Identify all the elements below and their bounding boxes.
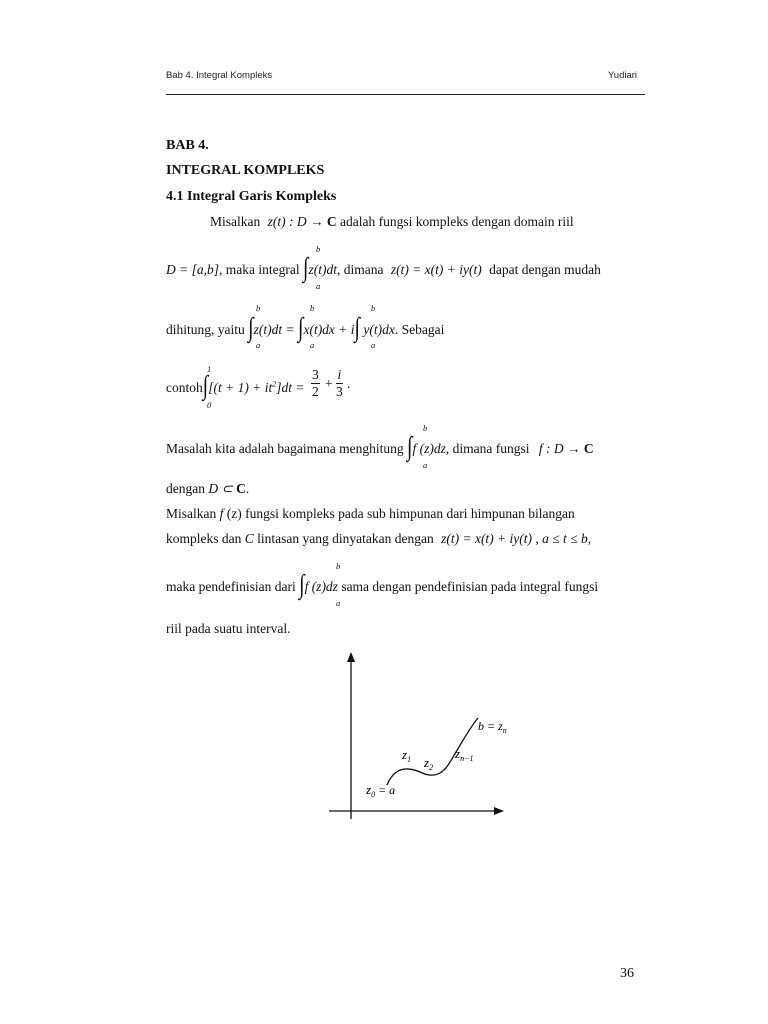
math-bold: C [236, 481, 246, 496]
label-z0: $z_0 = a$ [366, 782, 396, 799]
math: z(t) : D → [267, 214, 324, 229]
section-heading: 4.1 Integral Garis Kompleks [166, 189, 337, 204]
label-b-zn: $b = z_n$ [478, 719, 507, 735]
fraction-numerator: 3 [312, 367, 319, 382]
contour-path [387, 718, 478, 785]
text: adalah fungsi kompleks dengan domain riil [340, 214, 574, 229]
fraction-1 [311, 367, 320, 400]
text: dapat dengan mudah [489, 262, 601, 277]
math-bold: C [326, 214, 337, 229]
text: dengan [166, 481, 205, 496]
text: sama dengan pendefinisian pada integral fungsi [341, 579, 599, 594]
text: , maka integral [219, 262, 300, 277]
math: [(t + 1) + it [208, 380, 273, 395]
integral-upper-limit: b [316, 244, 321, 254]
math: f (z)dz [412, 441, 446, 456]
text: Misalkan [166, 506, 217, 521]
contour-figure [320, 648, 520, 823]
integral-lower-limit: 0 [207, 400, 212, 410]
integral-lower-limit: a [423, 460, 428, 470]
paragraph-line-1 [210, 214, 574, 230]
integral-lower-limit: a [310, 340, 315, 350]
integral-sign: ∫ [302, 253, 309, 283]
math: y(t)dx [363, 322, 395, 337]
plus-sign: + [325, 376, 333, 391]
integral-upper-limit: b [310, 303, 315, 313]
paragraph-line-4 [166, 371, 305, 401]
integral-sign: ∫ [202, 371, 209, 401]
integral-lower-limit: a [316, 281, 321, 291]
math: z(t)dt [308, 262, 337, 277]
chapter-heading: BAB 4. [166, 138, 209, 153]
integral-upper-limit: b [423, 423, 428, 433]
label-z2: $z_2$ [424, 755, 434, 772]
integral-sign: ∫ [407, 432, 413, 462]
label-zn-minus-1: $z_{n-1}$ [455, 746, 474, 763]
math: C [244, 531, 254, 546]
paragraph-line-7 [166, 506, 575, 522]
text: lintasan yang dinyatakan dengan [257, 531, 434, 546]
math: f (z)dz [304, 579, 338, 594]
text: dihitung, yaitu [166, 322, 245, 337]
integral-sign: ∫ [297, 313, 304, 343]
paragraph-line-2 [166, 253, 601, 283]
text: kompleks dan [166, 531, 242, 546]
paragraph-line-3 [166, 313, 445, 343]
text: , dimana fungsi [445, 441, 530, 456]
math: ]dt = [276, 380, 305, 395]
period: . [347, 376, 351, 391]
text: (z) fungsi kompleks pada sub himpunan dari himpunan bilangan [226, 506, 575, 521]
running-header-right: Yudiari [608, 70, 638, 81]
math-bold: C [583, 441, 594, 456]
superscript: 2 [272, 379, 277, 389]
math: f [219, 506, 224, 521]
text: , [587, 531, 592, 546]
fraction-numerator: i [337, 367, 342, 382]
integral-lower-limit: a [371, 340, 376, 350]
text: , dimana [336, 262, 384, 277]
math: z(t)dt = [253, 322, 298, 337]
text: . [245, 481, 250, 496]
integral-sign: ∫ [299, 570, 305, 600]
label-z1: $z_1$ [402, 747, 412, 764]
math: z(t) = x(t) + iy(t) , a ≤ t ≤ b [441, 531, 588, 546]
paragraph-line-8 [166, 531, 591, 547]
paragraph-line-6 [166, 481, 249, 497]
paragraph-line-10: riil pada suatu interval. [166, 621, 291, 636]
chapter-title: INTEGRAL KOMPLEKS [166, 163, 325, 178]
math: z(t) = x(t) + iy(t) [390, 262, 482, 277]
integral-lower-limit: a [256, 340, 261, 350]
header-rule [166, 94, 645, 95]
fraction-denominator: 2 [312, 384, 319, 399]
x-axis-arrowhead [494, 807, 504, 815]
integral-upper-limit: b [336, 561, 341, 571]
integral-upper-limit: b [256, 303, 261, 313]
text: . Sebagai [394, 322, 445, 337]
math: D = [a,b] [166, 262, 219, 277]
fraction-denominator: 3 [336, 384, 343, 399]
text: maka pendefinisian dari [166, 579, 296, 594]
text: Masalah kita adalah bagaimana menghitung [166, 441, 404, 456]
integral-upper-limit: b [371, 303, 376, 313]
math: D ⊂ [208, 481, 233, 496]
integral-lower-limit: a [336, 598, 341, 608]
integral-sign: ∫ [248, 313, 254, 343]
integral-sign: ∫ [354, 313, 361, 343]
integral-upper-limit: 1 [207, 364, 212, 374]
paragraph-line-9 [166, 570, 599, 600]
text: contoh [166, 380, 203, 395]
paragraph-line-5 [166, 432, 594, 462]
text: Misalkan [210, 214, 261, 229]
page-number: 36 [620, 966, 634, 981]
y-axis-arrowhead [347, 652, 355, 662]
math: x(t)dx + i [303, 322, 355, 337]
fraction-2 [336, 367, 343, 400]
running-header-left: Bab 4. Integral Kompleks [166, 70, 273, 81]
math: f : D → [538, 441, 581, 456]
